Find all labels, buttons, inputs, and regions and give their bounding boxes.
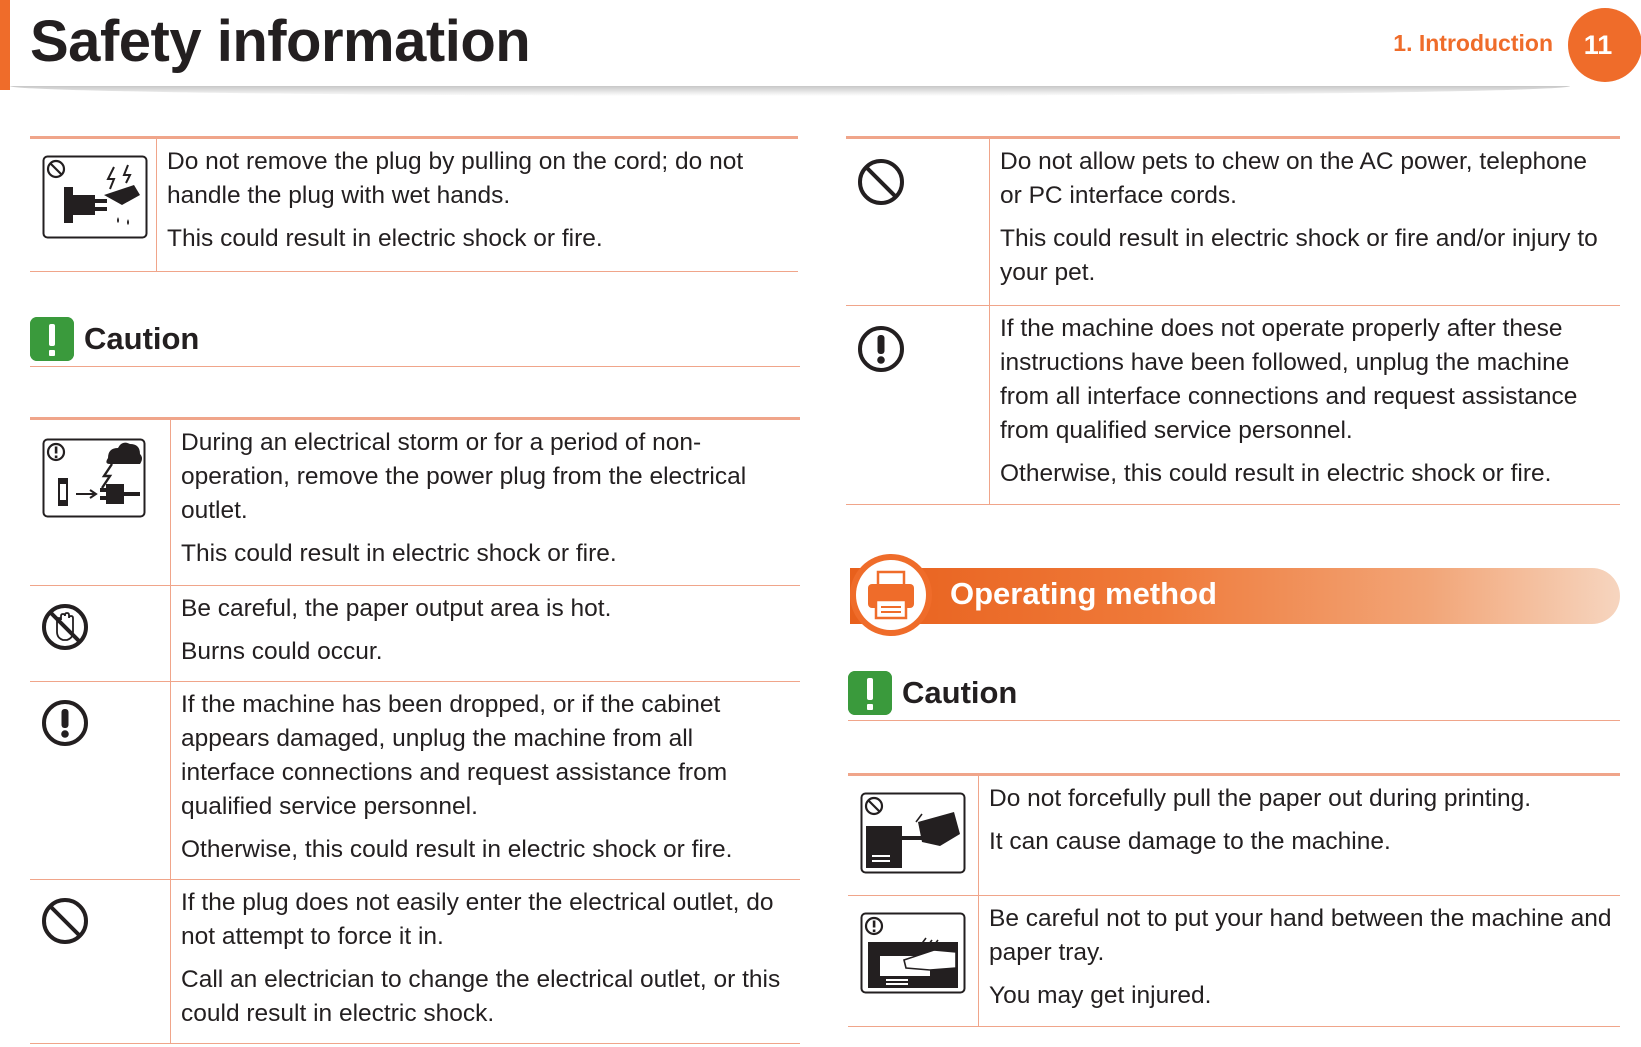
header-divider: [10, 86, 1570, 96]
icon-cell: [30, 682, 171, 879]
caution-heading: [848, 671, 1620, 721]
icon-cell: [30, 139, 157, 271]
row-text: [979, 776, 1620, 895]
no-pulling-plug-cord-icon: [42, 155, 148, 239]
table-row: [30, 586, 800, 682]
row-paragraph: During an electrical storm or for a period of non-operation, remove the power plug from the electrical outlet.: [181, 429, 747, 524]
row-paragraph: Do not allow pets to chew on the AC power, telephone or PC interface cords.: [1000, 148, 1588, 209]
row-paragraph: You may get injured.: [989, 982, 1212, 1009]
row-paragraph: Otherwise, this could result in electric shock or fire.: [181, 836, 733, 863]
row-paragraph: If the machine does not operate properly after these instructions have been followed, unplug the machine from all interface connections and request assistance from qualified service personnel.: [1000, 315, 1578, 444]
page-title: Safety information: [30, 9, 531, 74]
table-row: [846, 139, 1620, 306]
hand-paper-tray-icon: [860, 912, 966, 994]
caution-icon: [30, 317, 74, 361]
header-accent-bar: [0, 0, 10, 90]
row-paragraph: This could result in electric shock or fire and/or injury to your pet.: [1000, 225, 1598, 286]
table-row: [30, 420, 800, 586]
caution-icon: [848, 671, 892, 715]
row-text: [979, 896, 1620, 1026]
icon-cell: [30, 420, 171, 585]
chapter-label[interactable]: 1. Introduction: [1393, 30, 1553, 56]
table-row: [30, 139, 798, 272]
row-paragraph: If the plug does not easily enter the electrical outlet, do not attempt to force it in.: [181, 889, 774, 950]
printer-icon: [856, 560, 926, 630]
row-text: [171, 586, 800, 681]
left-top-table: [30, 136, 798, 272]
table-row: [848, 776, 1620, 896]
row-paragraph: Burns could occur.: [181, 638, 383, 665]
table-row: [30, 880, 800, 1044]
storm-unplug-icon: [42, 438, 146, 518]
row-paragraph: This could result in electric shock or fire.: [167, 225, 603, 252]
section-title: Operating method: [950, 576, 1217, 611]
right-caution-table: [848, 773, 1620, 1027]
row-text: [171, 420, 800, 585]
row-paragraph: If the machine has been dropped, or if the cabinet appears damaged, unplug the machine from all interface connections and request assistance from qualified service personnel.: [181, 691, 728, 820]
left-caution-table: [30, 417, 800, 1044]
row-text: [990, 306, 1620, 504]
row-paragraph: Do not forcefully pull the paper out during printing.: [989, 785, 1532, 812]
icon-cell: [846, 139, 990, 305]
icon-cell: [848, 896, 979, 1026]
row-paragraph: It can cause damage to the machine.: [989, 828, 1391, 855]
icon-cell: [30, 586, 171, 681]
icon-cell: [30, 880, 171, 1043]
row-text: [171, 682, 800, 879]
prohibited-icon: [40, 896, 90, 946]
caution-heading: [30, 317, 800, 367]
table-row: [848, 896, 1620, 1027]
row-paragraph: Be careful, the paper output area is hot.: [181, 595, 612, 622]
printer-badge: [850, 554, 932, 636]
row-text: [157, 139, 798, 271]
exclamation-icon: [856, 324, 906, 374]
row-paragraph: Be careful not to put your hand between the machine and paper tray.: [989, 905, 1612, 966]
prohibited-icon: [856, 157, 906, 207]
row-paragraph: This could result in electric shock or fire.: [181, 540, 617, 567]
row-paragraph: Call an electrician to change the electrical outlet, or this could result in electric shock.: [181, 966, 781, 1027]
no-touch-hot-icon: [40, 602, 90, 652]
row-paragraph: Otherwise, this could result in electric shock or fire.: [1000, 460, 1552, 487]
table-row: [30, 682, 800, 880]
caution-label: Caution: [84, 321, 200, 356]
row-text: [171, 880, 800, 1043]
exclamation-icon: [40, 698, 90, 748]
row-paragraph: Do not remove the plug by pulling on the cord; do not handle the plug with wet hands.: [167, 148, 744, 209]
icon-cell: [848, 776, 979, 895]
caution-label: Caution: [902, 675, 1018, 710]
right-top-table: [846, 136, 1620, 505]
no-pull-paper-icon: [860, 792, 966, 874]
table-row: [846, 306, 1620, 505]
page-number-badge: 11: [1568, 8, 1641, 82]
row-text: [990, 139, 1620, 305]
icon-cell: [846, 306, 990, 504]
